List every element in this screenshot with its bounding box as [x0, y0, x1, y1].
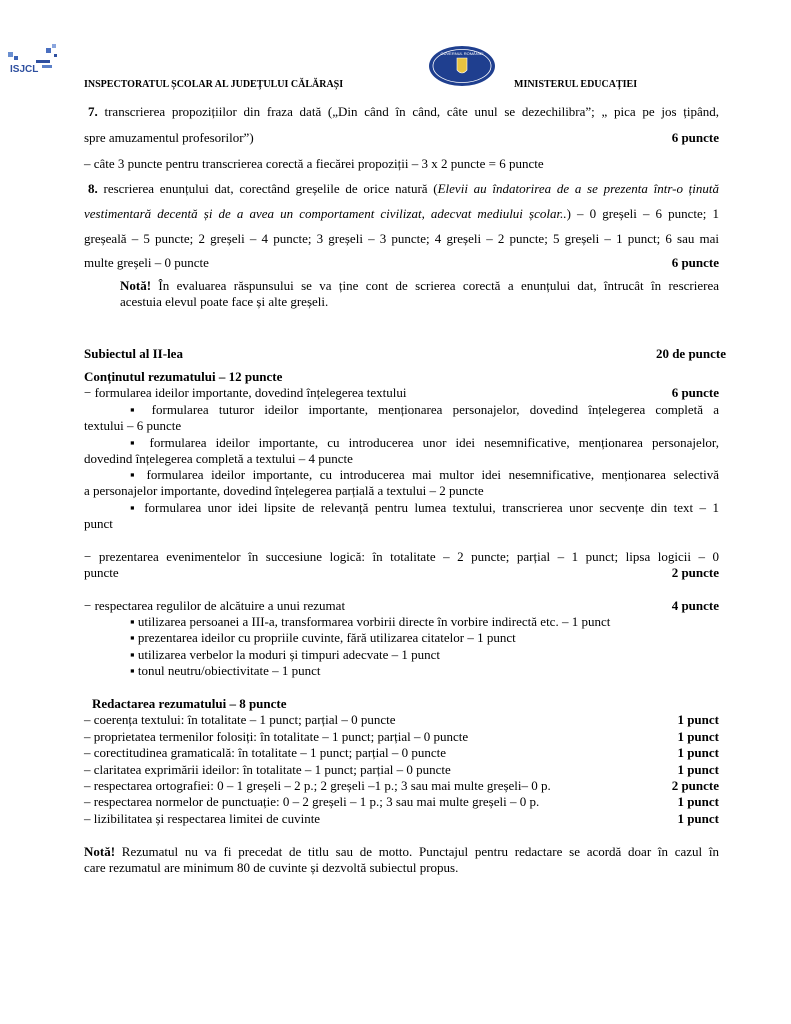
continut-c3: ▪ utilizarea verbelor la moduri și timpuri adecvate – 1 punct — [130, 647, 441, 662]
continut-r1-text: − formularea ideilor importante, dovedind înțelegerea textului — [84, 385, 407, 400]
continut-r2a: − prezentarea evenimentelor în succesiune logică: în totalitate – 2 puncte; parțial – 1 punct; lipsa logicii – 0 — [84, 549, 719, 564]
item8-line3: greșeală – 5 puncte; 2 greșeli – 4 puncte; 3 greșeli – 3 puncte; 4 greșeli – 2 puncte; 5 greșeli – 1 punct; 6 sau mai — [84, 231, 719, 246]
isjcl-logo — [6, 42, 66, 78]
continut-b4a: ▪ formularea unor idei lipsite de relevanță pentru lumea textului, transcrierea unor secvențe din text – 1 — [130, 500, 719, 515]
redactare-row-text: – lizibilitatea și respectarea limitei de cuvinte — [84, 811, 321, 826]
nota1-label: Notă! — [120, 278, 152, 293]
subiect2-title: Subiectul al II-lea — [84, 346, 183, 361]
redactare-row-text: – proprietatea termenilor folosiți: în totalitate – 1 punct; parțial – 0 puncte — [84, 729, 469, 744]
emblem-text: GUVERNUL ROMÂNIEI — [440, 51, 484, 56]
nota1-text1: În evaluarea răspunsului se va ține cont de scrierea corectă a enunțului dat, întrucât în rescrierea — [151, 278, 719, 293]
redactare-row-points: 1 punct — [677, 712, 719, 727]
nota2-text1: Rezumatul nu va fi precedat de titlu sau de motto. Punctajul pentru redactare se acordă doar în cazul în — [115, 844, 719, 859]
item8-text2a: vestimentară decentă și de a avea un comportament civilizat, adecvat mediului școlar.. — [84, 206, 567, 221]
item7-text2: spre amuzamentul profesorilor”) — [84, 130, 254, 145]
continut-b4b: punct — [84, 516, 113, 531]
item7-points: 6 puncte — [671, 130, 719, 145]
nota2-text2: care rezumatul are minimum 80 de cuvinte și dezvoltă subiectul propus. — [84, 860, 459, 875]
continut-r2b-text: puncte — [84, 565, 119, 580]
redactare-row — [84, 729, 719, 745]
item8-number: 8. — [88, 181, 98, 196]
redactare-row-points: 1 punct — [677, 762, 719, 777]
nota2-line1 — [84, 844, 719, 860]
continut-title: Conținutul rezumatului – 12 puncte — [84, 369, 283, 384]
redactare-row-text: – claritatea exprimării ideilor: în totalitate – 1 punct; parțial – 0 puncte — [84, 762, 451, 777]
romanian-government-emblem-icon — [427, 45, 497, 87]
redactare-row — [84, 712, 719, 728]
redactare-row — [84, 778, 719, 794]
redactare-row-points: 1 punct — [677, 811, 719, 826]
header-left-institution: INSPECTORATUL ȘCOLAR AL JUDEȚULUI CĂLĂRAȘI — [84, 79, 344, 90]
continut-b3a: ▪ formularea ideilor importante, cu introducerea mai multor idei nesemnificative, menționarea selectivă — [130, 467, 719, 482]
continut-c4: ▪ tonul neutru/obiectivitate – 1 punct — [130, 663, 321, 678]
continut-r1-points: 6 puncte — [671, 385, 719, 400]
continut-r1 — [84, 385, 719, 401]
item8-text1a: rescrierea enunțului dat, corectând greșelile de orice natură ( — [103, 181, 438, 196]
continut-r3-points: 4 puncte — [671, 598, 719, 613]
continut-b2b: dovedind înțelegerea completă a textului – 4 puncte — [84, 451, 353, 466]
continut-r3-text: − respectarea regulilor de alcătuire a unui rezumat — [84, 598, 346, 613]
redactare-row-text: – respectarea normelor de punctuație: 0 – 2 greșeli – 1 p.; 3 sau mai multe greșeli – 0 p. — [84, 794, 540, 809]
redactare-row-points: 1 punct — [677, 729, 719, 744]
continut-r3 — [84, 598, 719, 614]
continut-b3b: a personajelor importante, dovedind înțelegerea parțială a textului – 2 puncte — [84, 483, 484, 498]
continut-c1: ▪ utilizarea persoanei a III-a, transformarea vorbirii directe în vorbire indirectă etc. – 1 punct — [130, 614, 611, 629]
item8-line1 — [88, 181, 719, 197]
item8-text2b: ) – 0 greșeli – 6 puncte; 1 — [566, 206, 719, 221]
redactare-row — [84, 762, 719, 778]
item8-line4 — [84, 255, 719, 271]
item8-text4: multe greșeli – 0 puncte — [84, 255, 209, 270]
nota2-label: Notă! — [84, 844, 116, 859]
redactare-row-text: – corectitudinea gramaticală: în totalitate – 1 punct; parțial – 0 puncte — [84, 745, 447, 760]
continut-b1a: ▪ formularea tuturor ideilor importante, menționarea personajelor, dovedind înțelegerea completă a — [130, 402, 719, 417]
continut-b1b: textului – 6 puncte — [84, 418, 182, 433]
continut-b2a: ▪ formularea ideilor importante, cu introducerea unor idei nesemnificative, menționarea personajelor, — [130, 435, 719, 450]
item7-line1 — [88, 104, 719, 120]
redactare-row-text: – respectarea ortografiei: 0 – 1 greșeli – 2 p.; 2 greșeli –1 p.; 3 sau mai multe greșeli– 0 p. — [84, 778, 551, 793]
redactare-row — [84, 745, 719, 761]
redactare-row — [84, 794, 719, 810]
continut-r2-points: 2 puncte — [671, 565, 719, 580]
redactare-row-points: 2 puncte — [671, 778, 719, 793]
redactare-title: Redactarea rezumatului – 8 puncte — [92, 696, 287, 711]
header-right-ministry: MINISTERUL EDUCAȚIEI — [514, 79, 638, 90]
continut-r2b — [84, 565, 719, 581]
item8-text1b: Elevii au îndatorirea de a se prezenta într-o ținută — [437, 181, 719, 196]
item7-text1: transcrierea propozițiilor din fraza dată („Din când în când, câte unul se dezechilibra”; „ pica pe jos țipând, — [104, 104, 720, 119]
redactare-row — [84, 811, 719, 827]
nota1-line1 — [120, 278, 719, 294]
item8-points: 6 puncte — [671, 255, 719, 270]
redactare-row-text: – coerența textului: în totalitate – 1 punct; parțial – 0 puncte — [84, 712, 396, 727]
item7-line3: – câte 3 puncte pentru transcrierea corectă a fiecărei propoziții – 3 x 2 puncte = 6 puncte — [84, 156, 544, 171]
continut-c2: ▪ prezentarea ideilor cu propriile cuvinte, fără utilizarea citatelor – 1 punct — [130, 630, 516, 645]
item7-number: 7. — [88, 104, 98, 119]
item8-line2 — [84, 206, 719, 222]
isjcl-logo-text: ISJCL — [10, 64, 39, 75]
nota1-line2: acestuia elevul poate face și alte greșeli. — [120, 294, 329, 309]
item7-line2 — [84, 130, 719, 146]
subiect2-points: 20 de puncte — [655, 346, 726, 361]
redactare-row-points: 1 punct — [677, 745, 719, 760]
redactare-row-points: 1 punct — [677, 794, 719, 809]
nota2-line2 — [84, 860, 719, 876]
subiect2-heading — [84, 346, 726, 362]
